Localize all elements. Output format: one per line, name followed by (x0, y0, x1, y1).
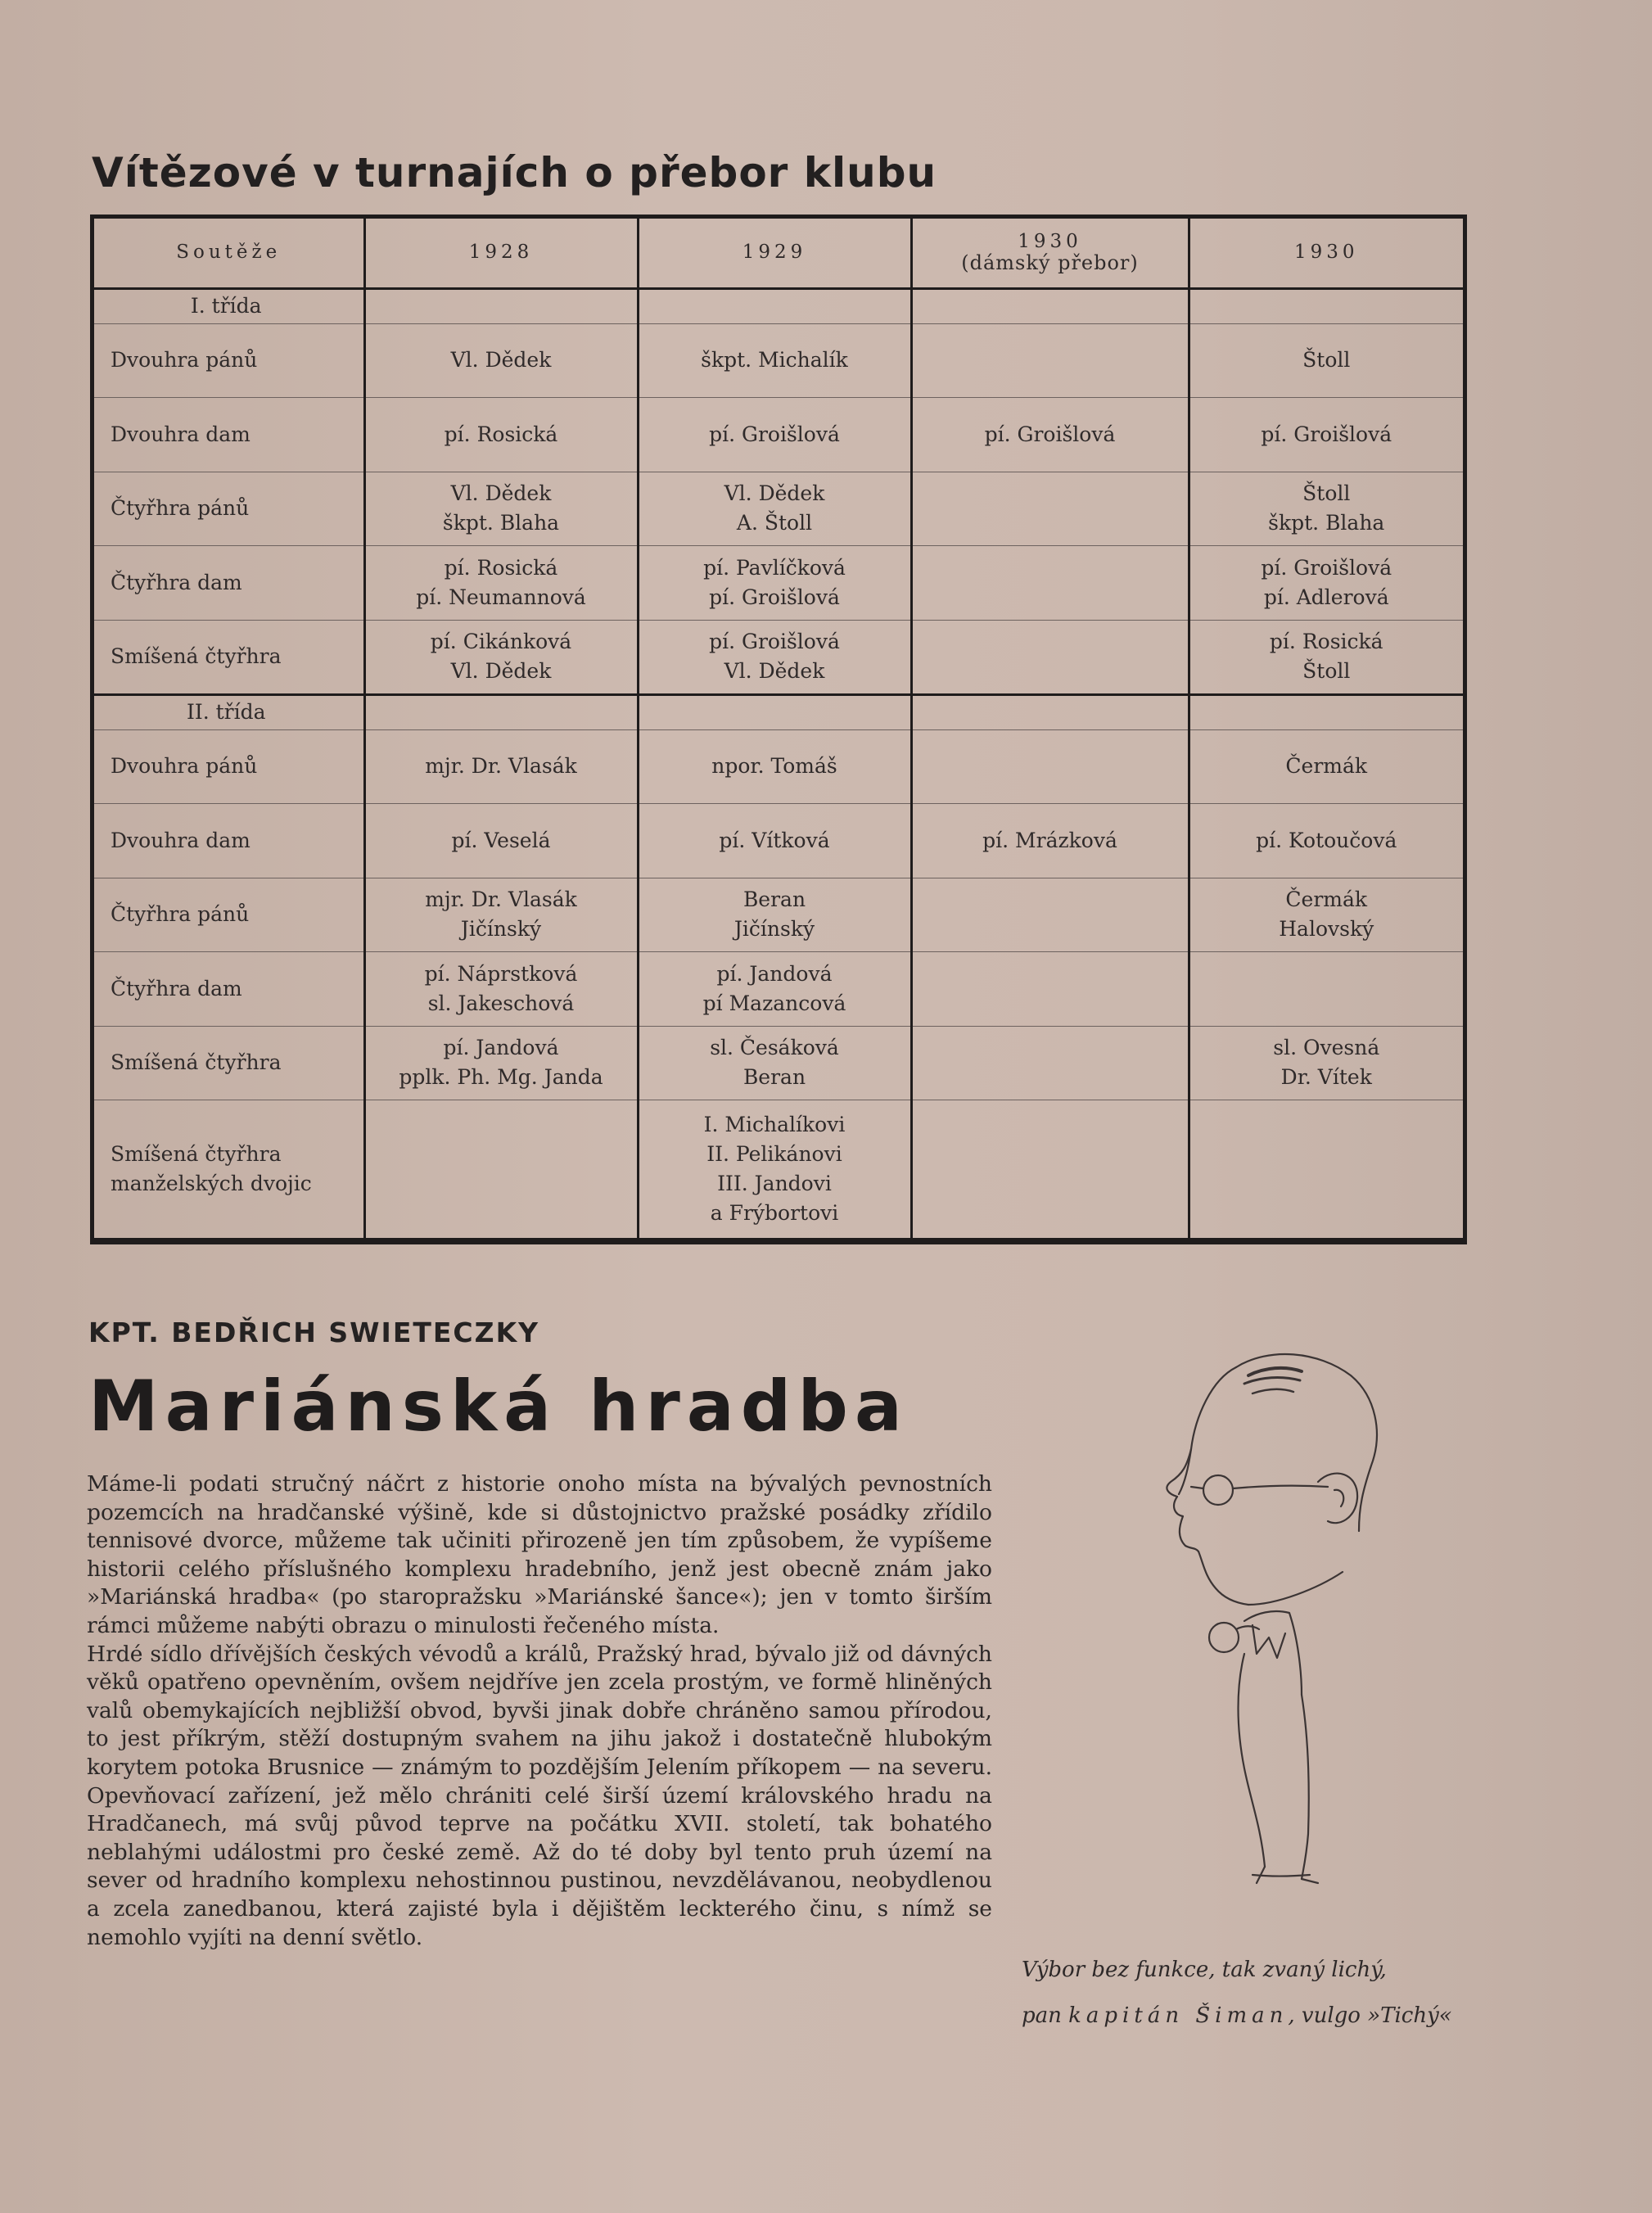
column-header-1928: 1928 (364, 219, 638, 289)
table-cell (638, 695, 911, 730)
table-cell: pí. Rosická (364, 398, 638, 472)
table-cell: mjr. Dr. Vlasák (364, 729, 638, 803)
table-cell (911, 729, 1189, 803)
table-cell: pí. Groišlová pí. Adlerová (1189, 546, 1463, 620)
table-row (94, 1026, 1463, 1100)
table-row (94, 546, 1463, 620)
table-cell: škpt. Michalík (638, 323, 911, 397)
table-cell: pí. Jandová pplk. Ph. Mg. Janda (364, 1026, 638, 1100)
row-label: Smíšená čtyřhra (94, 620, 364, 694)
table-cell: Vl. Dědek A. Štoll (638, 472, 911, 545)
table-cell: Beran Jičínský (638, 878, 911, 951)
table-cell: Čermák (1189, 729, 1463, 803)
article-author: KPT. BEDŘICH SWIETECZKY (88, 1317, 540, 1348)
table-cell: pí. Jandová pí Mazancová (638, 952, 911, 1026)
row-label: Dvouhra dam (94, 398, 364, 472)
caption-line-2: pan kapitán Šiman, vulgo »Tichý« (1022, 2003, 1452, 2028)
table-body (94, 289, 1463, 1240)
table-cell (911, 878, 1189, 951)
table-row (94, 620, 1463, 694)
table-cell: pí. Mrázková (911, 804, 1189, 878)
article-paragraph: Máme-li podati stručný náčrt z historie onoho místa na bývalých pevnostních pozemcích na hradčanské výšině, kde si důstojnictvo pražské posádky zřídilo tennisové dvorce, můžeme tak učiniti přirozeně jen tím způsobem, že vypíšeme historii celého příslušného komplexu hradebního, jenž jest obecně znám jako »Mariánská hradba« (po staropražsku »Mariánské šance«); jen v tomto širším rámci můžeme nabýti obrazu o minulosti řečeného místa. (87, 1471, 992, 1638)
class-row-1 (94, 289, 1463, 324)
table-cell (911, 1026, 1189, 1100)
results-table-frame (90, 215, 1467, 1244)
table-cell (1189, 1100, 1463, 1240)
table-cell: pí. Groišlová (638, 398, 911, 472)
row-label: Smíšená čtyřhra (94, 1026, 364, 1100)
table-cell: pí. Pavlíčková pí. Groišlová (638, 546, 911, 620)
column-header-1929: 1929 (638, 219, 911, 289)
table-cell (911, 952, 1189, 1026)
table-cell (911, 1100, 1189, 1240)
table-cell: pí. Rosická Štoll (1189, 620, 1463, 694)
table-cell: mjr. Dr. Vlasák Jičínský (364, 878, 638, 951)
caricature-drawing (1113, 1343, 1408, 1899)
table-cell (364, 695, 638, 730)
table-row (94, 804, 1463, 878)
class-label: I. třída (94, 289, 364, 324)
row-label: Čtyřhra pánů (94, 878, 364, 951)
table-row (94, 952, 1463, 1026)
table-cell: Vl. Dědek škpt. Blaha (364, 472, 638, 545)
row-label: Dvouhra dam (94, 804, 364, 878)
results-table (94, 219, 1463, 1240)
table-cell (364, 1100, 638, 1240)
table-cell (911, 323, 1189, 397)
class-row-2 (94, 695, 1463, 730)
table-cell: pí. Groišlová (911, 398, 1189, 472)
row-label: Smíšená čtyřhra manželských dvojic (94, 1100, 364, 1240)
row-label: Čtyřhra dam (94, 546, 364, 620)
article-title: Mariánská hradba (88, 1366, 909, 1447)
table-cell: pí. Vítková (638, 804, 911, 878)
table-cell: Vl. Dědek (364, 323, 638, 397)
table-cell (911, 620, 1189, 694)
table-cell: pí. Rosická pí. Neumannová (364, 546, 638, 620)
caricature-caption (1022, 1947, 1480, 2039)
column-header-1930-ladies: 1930 (dámský přebor) (911, 219, 1189, 289)
table-header-row (94, 219, 1463, 289)
table-row (94, 729, 1463, 803)
table-cell: Čermák Halovský (1189, 878, 1463, 951)
article-paragraph: Hrdé sídlo dřívějších českých vévodů a králů, Pražský hrad, bývalo již od dávných věků opatřeno opevněním, ovšem nejdříve jen zcela prostým, ve formě hliněných valů obemykajících nejbližší obvod, byvši jinak dobře chráněno samou přírodou, to jest příkrým, stěží dostupným svahem na jihu jakož i dostatečně hlubokým korytem potoka Brusnice — známým to pozdějším Jelením příkopem — na severu. Opevňovací zařízení, jež mělo chrániti celé širší území královského hradu na Hradčanech, má svůj původ teprve na počátku XVII. století, tak bohatého neblahými událostmi pro české země. Až do té doby byl tento pruh území na sever od hradního komplexu nehostinnou pustinou, nevzdělávanou, neobydlenou a zcela zanedbanou, která zajisté byla i dějištěm leckterého činu, s nímž se nemohlo vyjíti na denní světlo. (87, 1641, 992, 1950)
table-cell (911, 546, 1189, 620)
table-row (94, 323, 1463, 397)
table-cell: pí. Cikánková Vl. Dědek (364, 620, 638, 694)
caption-line-1: Výbor bez funkce, tak zvaný lichý, (1022, 1958, 1387, 1982)
table-row (94, 398, 1463, 472)
table-cell: pí. Groišlová Vl. Dědek (638, 620, 911, 694)
table-cell: npor. Tomáš (638, 729, 911, 803)
table-cell: pí. Veselá (364, 804, 638, 878)
table-cell: pí. Náprstková sl. Jakeschová (364, 952, 638, 1026)
column-header-1930: 1930 (1189, 219, 1463, 289)
row-label: Čtyřhra dam (94, 952, 364, 1026)
table-cell: sl. Ovesná Dr. Vítek (1189, 1026, 1463, 1100)
table-cell (1189, 695, 1463, 730)
table-cell (911, 289, 1189, 324)
row-label: Dvouhra pánů (94, 729, 364, 803)
column-header-competitions: Soutěže (94, 219, 364, 289)
table-cell: Štoll škpt. Blaha (1189, 472, 1463, 545)
row-label: Dvouhra pánů (94, 323, 364, 397)
table-cell (1189, 952, 1463, 1026)
table-row (94, 472, 1463, 545)
table-cell: I. Michalíkovi II. Pelikánovi III. Jandovi a Frýbortovi (638, 1100, 911, 1240)
table-cell (911, 695, 1189, 730)
table-cell: sl. Česáková Beran (638, 1026, 911, 1100)
table-cell (1189, 289, 1463, 324)
table-cell: pí. Groišlová (1189, 398, 1463, 472)
table-row (94, 1100, 1463, 1240)
table-cell: pí. Kotoučová (1189, 804, 1463, 878)
row-label: Čtyřhra pánů (94, 472, 364, 545)
page-heading: Vítězové v turnajích o přebor klubu (92, 149, 937, 196)
table-cell: Štoll (1189, 323, 1463, 397)
table-row (94, 878, 1463, 951)
table-cell (638, 289, 911, 324)
table-cell (364, 289, 638, 324)
class-label: II. třída (94, 695, 364, 730)
article-body (87, 1470, 992, 1952)
table-cell (911, 472, 1189, 545)
